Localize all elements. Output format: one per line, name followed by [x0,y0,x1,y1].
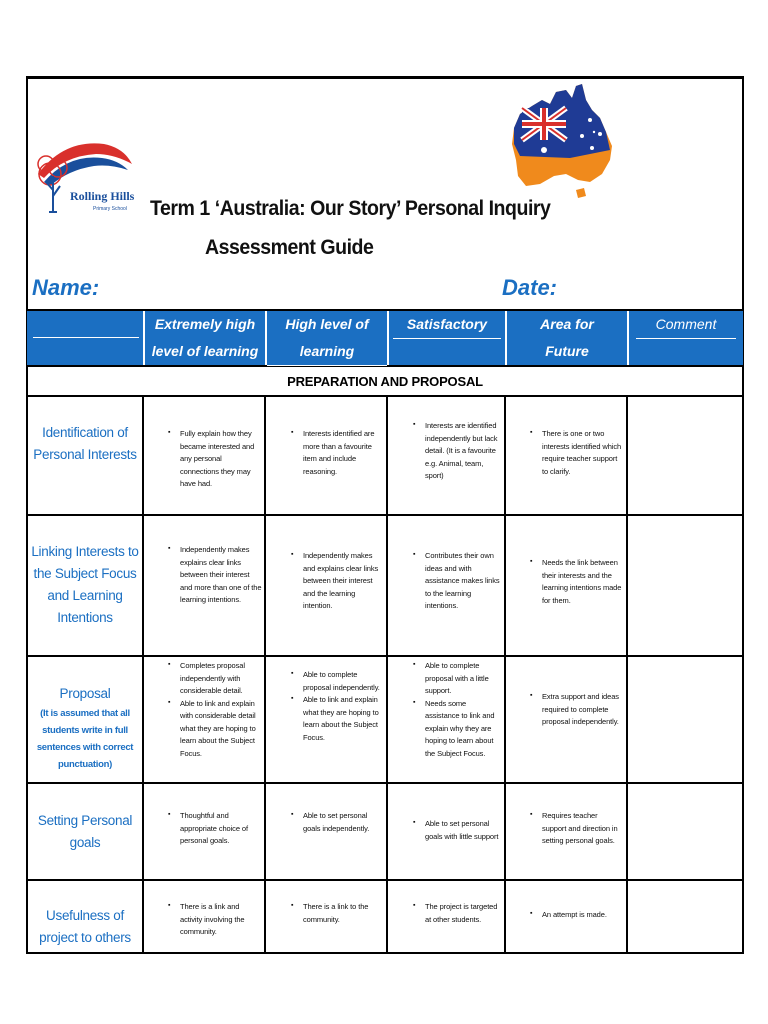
rubric-cell: ▪ Independently makes and explains clear links between their interest and the learning intention. [291,550,383,613]
grid-line [27,655,743,657]
rubric-cell: ▪ The project is targeted at other students. [413,901,501,926]
rubric-cell: ▪ Contributes their own ideas and with assistance makes links to the learning intentions. [413,550,501,613]
grid-line [27,879,743,881]
header-criteria-cell [29,311,143,365]
section-heading: PREPARATION AND PROPOSAL [27,367,743,397]
header-extremely-high: Extremely high level of learning [143,311,265,365]
rubric-cell: ▪ There is a link and activity involving the community. [168,901,262,939]
header-high-level: High level of learning [265,311,387,365]
rubric-cell: ▪ Extra support and ideas required to complete proposal independently. [530,691,622,729]
grid-line [504,397,506,953]
criterion-identification: Identification of Personal Interests [33,425,137,462]
criterion-proposal-note: (It is assumed that all students write in full sentences with correct punctuation) [36,708,134,770]
rubric-cell: ▪ Fully explain how they became interested and any personal connections they may have had. [168,428,262,491]
rubric-cell: ▪ An attempt is made. [530,909,622,922]
criterion-personal-goals: Setting Personal goals [37,813,133,850]
school-subtitle: Primary School [93,206,127,212]
criterion-proposal-label: Proposal [59,686,111,701]
rubric-cell: ▪ There is one or two interests identified which require teacher support to clarify. [530,428,622,478]
grid-line [264,397,266,953]
criterion-linking-interests: Linking Interests to the Subject Focus and Learning Intentions [31,544,139,625]
page-title-line-1: Term 1 ‘Australia: Our Story’ Personal Inquiry [150,197,551,220]
rubric-cell: ▪ Able to set personal goals independently. [291,810,383,835]
header-comment: Comment [627,311,743,365]
date-label: Date: [502,275,558,300]
criterion-proposal [28,683,142,773]
rubric-cell: ▪ Able to set personal goals with little support [413,818,501,843]
rubric-cell: ▪ Needs the link between their interests and the learning intentions made for them. [530,557,622,607]
rubric-cell: ▪ Able to complete proposal independently. ▪ Able to link and explain what they are hoping to learn about the Subject Focus. [291,669,383,744]
name-label: Name: [32,275,100,300]
rubric-cell: ▪ Able to complete proposal with a little support. ▪ Needs some assistance to link and explain why they are hoping to learn about the Subject Focus. [413,660,501,760]
grid-line [27,514,743,516]
school-name: Rolling Hills [70,189,135,203]
australia-flag-map-icon [510,84,615,199]
grid-line [142,397,144,953]
grid-line [27,782,743,784]
rubric-cell: ▪ Completes proposal independently with considerable detail. ▪ Able to link and explain with considerable detail what they are hoping to learn about the Subject Focus. [168,660,262,760]
page-title-line-2: Assessment Guide [205,236,374,259]
rubric-cell: ▪ Requires teacher support and direction in setting personal goals. [530,810,622,848]
rubric-cell: ▪ There is a link to the community. [291,901,383,926]
grid-line [626,397,628,953]
grid-line [386,397,388,953]
rubric-cell: ▪ Interests identified are more than a favourite item and include reasoning. [291,428,383,478]
rubric-cell: ▪ Independently makes explains clear links between their interest and more than one of the learning intentions. [168,544,262,607]
rubric-cell: ▪ Thoughtful and appropriate choice of personal goals. [168,810,262,848]
criterion-usefulness: Usefulness of project to others [39,908,131,945]
header-satisfactory: Satisfactory [387,311,505,365]
rubric-cell: ▪ Interests are identified independently but lack detail. (It is a favourite e.g. Animal, team, sport) [413,420,501,483]
header-future-improvement: Area for Future improvement [505,311,627,365]
